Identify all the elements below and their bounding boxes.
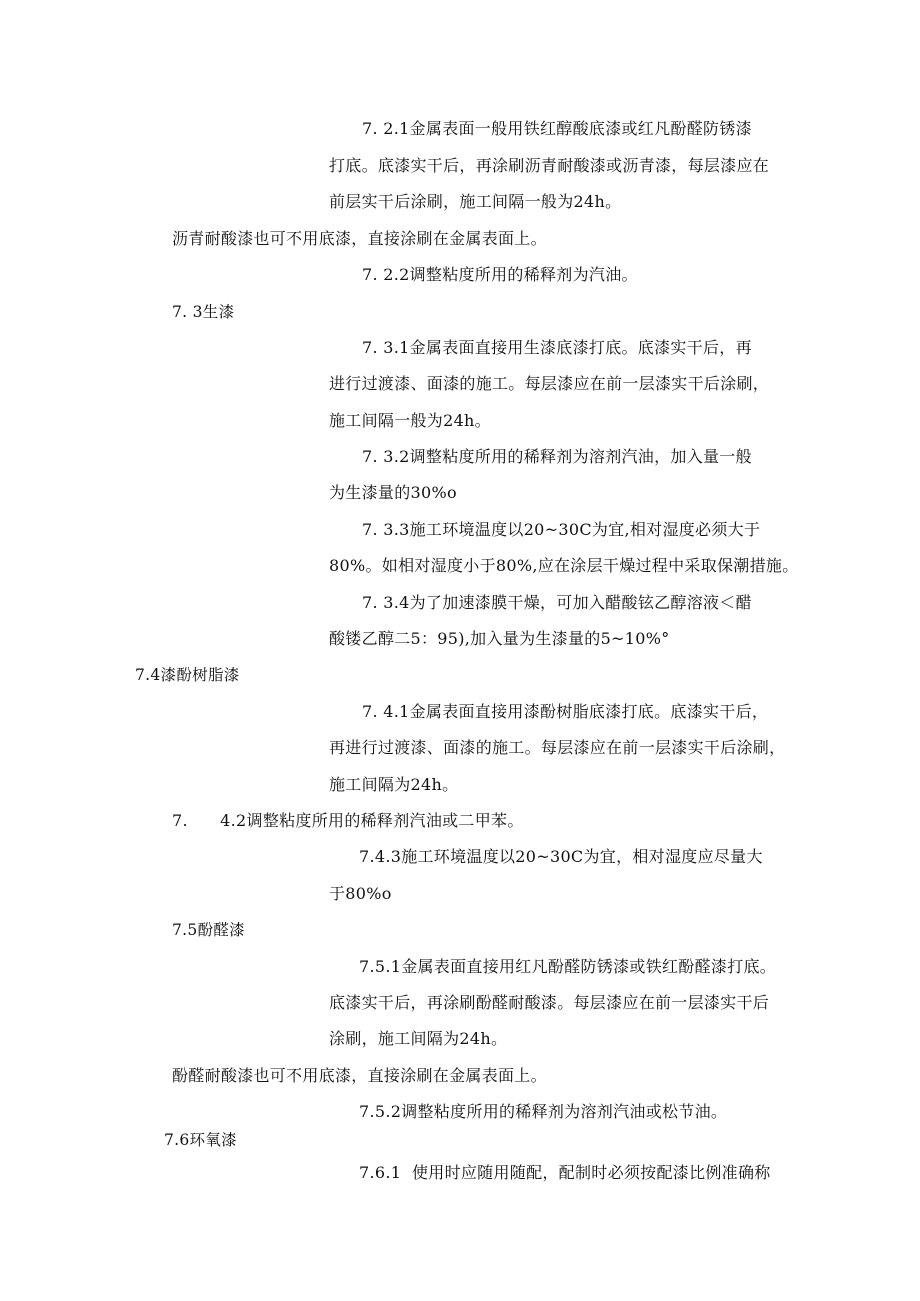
paragraph-line: 7. 3.4为了加速漆膜干燥，可加入醋酸铉乙醇溶液＜醋 [362, 593, 752, 612]
paragraph-line: 7. 4.1金属表面直接用漆酚树脂底漆打底。底漆实干后， [362, 702, 769, 721]
paragraph-line: 沥青耐酸漆也可不用底漆，直接涂刷在金属表面上。 [172, 229, 547, 248]
paragraph-line: 7. 3.2调整粘度所用的稀释剂为溶剂汽油，加入量一般 [362, 447, 752, 466]
paragraph-line: 7. 2.2调整粘度所用的稀释剂为汽油。 [362, 265, 638, 284]
paragraph-line: 涂刷，施工间隔为24h。 [329, 1029, 508, 1048]
paragraph-line: 再进行过渡漆、面漆的施工。每层漆应在前一层漆实干后涂刷， [329, 738, 786, 757]
paragraph-line: 7.5.1金属表面直接用红凡酚醛防锈漆或铁红酚醛漆打底。 [359, 957, 777, 976]
paragraph-line: 7. 3.1金属表面直接用生漆底漆打底。底漆实干后，再 [362, 338, 752, 357]
paragraph-line: 底漆实干后，再涂刷酚醛耐酸漆。每层漆应在前一层漆实干后 [329, 993, 770, 1012]
paragraph-line: 7. 2.1金属表面一般用铁红醇酸底漆或红凡酚醛防锈漆 [362, 119, 752, 138]
paragraph-line: 施工间隔为24h。 [329, 775, 459, 794]
section-heading: 7.6环氧漆 [164, 1131, 237, 1149]
paragraph-line: 7.5.2调整粘度所用的稀释剂为溶剂汽油或松节油。 [359, 1102, 728, 1121]
paragraph-line: 7. 3.3施工环境温度以20~30C为宜,相对湿度必须大于 [362, 520, 761, 539]
paragraph-line: 施工间隔一般为24h。 [329, 411, 491, 430]
paragraph-line: 7.6.1 使用时应随用随配，配制时必须按配漆比例准确称 [359, 1163, 771, 1182]
paragraph-line: 7.4.3施工环境温度以20~30C为宜，相对湿度应尽量大 [359, 847, 763, 866]
paragraph-line: 7. 4.2调整粘度所用的稀释剂汽油或二甲苯。 [172, 811, 524, 830]
section-heading: 7.4漆酚树脂漆 [135, 666, 240, 684]
paragraph-line: 于80%o [329, 884, 392, 903]
paragraph-line: 酸镂乙醇二5：95),加入量为生漆量的5~10%° [329, 629, 670, 648]
paragraph-line: 打底。底漆实干后，再涂刷沥青耐酸漆或沥青漆，每层漆应在 [329, 156, 770, 175]
paragraph-line: 为生漆量的30%o [329, 483, 457, 502]
paragraph-line: 前层实干后涂刷，施工间隔一般为24h。 [329, 192, 622, 211]
paragraph-line: 进行过渡漆、面漆的施工。每层漆应在前一层漆实干后涂刷， [329, 374, 770, 393]
section-heading: 7.5酚醛漆 [172, 921, 245, 939]
section-heading: 7. 3生漆 [172, 303, 235, 321]
paragraph-line: 80%。如相对湿度小于80%,应在涂层干燥过程中采取保潮措施。 [329, 556, 799, 575]
paragraph-line: 酚醛耐酸漆也可不用底漆，直接涂刷在金属表面上。 [172, 1066, 547, 1085]
